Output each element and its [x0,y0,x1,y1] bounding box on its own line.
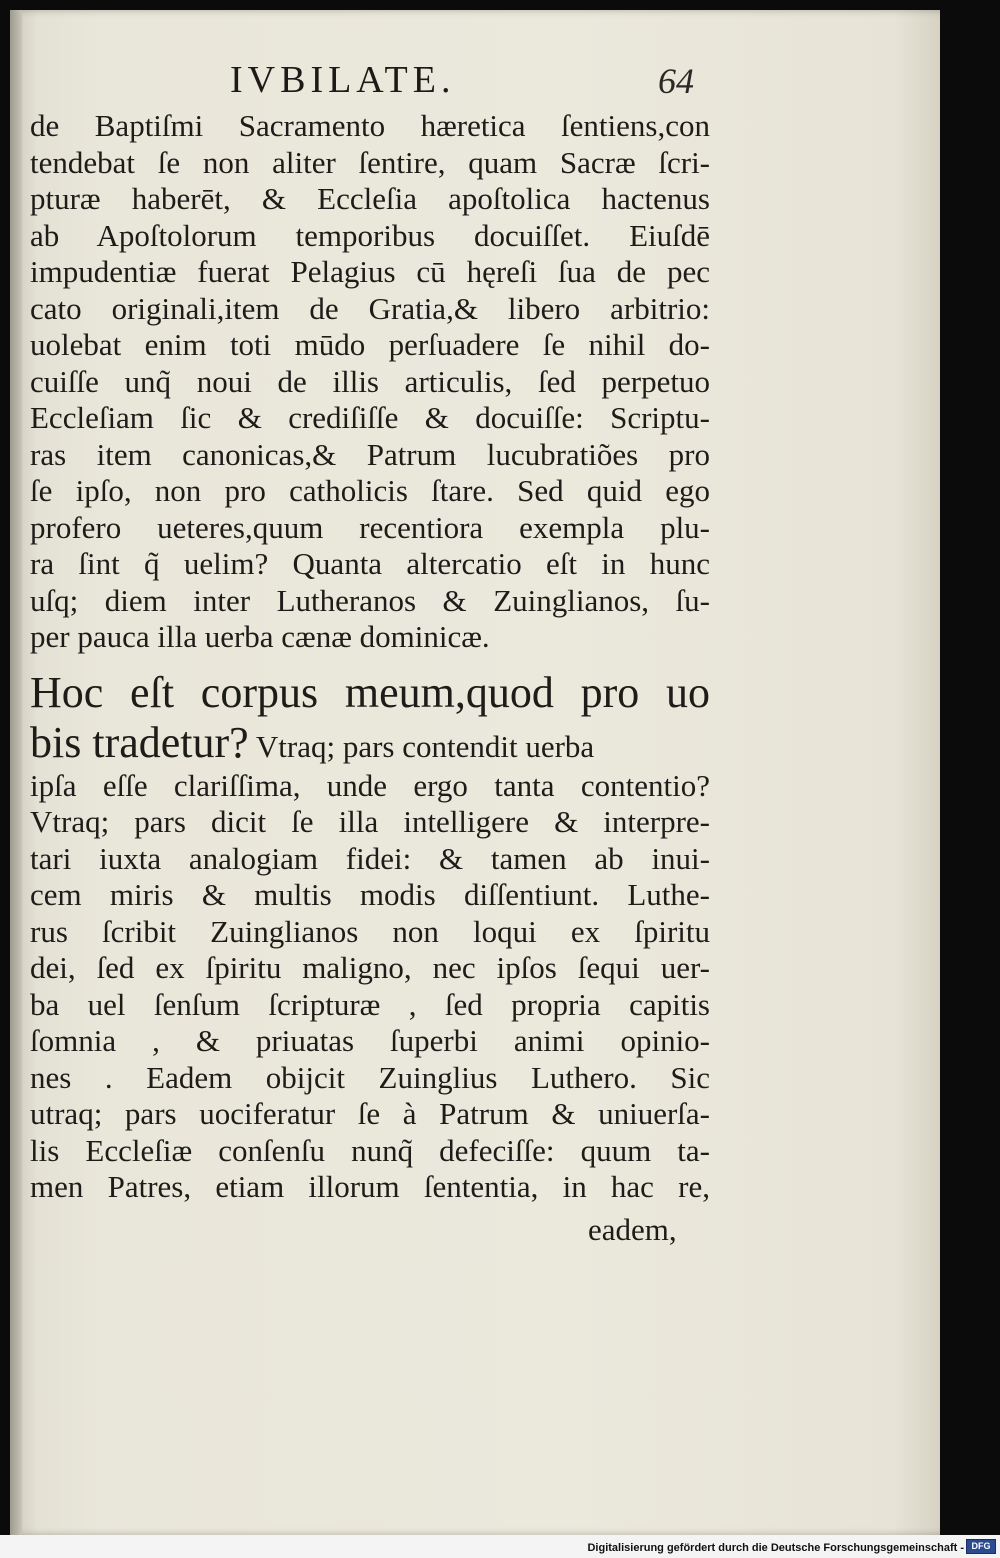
text-line: Vtraq; pars dicit ſe illa intelligere & interpre- [30,804,710,839]
text-line: cato originali,item de Gratia,& libero arbitrio: [30,290,710,326]
text-line: profero ueteres,quum recentiora exempla plu- [30,509,710,545]
page-number: 64 [658,61,694,101]
text-line: ipſa eſſe clariſſima, unde ergo tanta contentio? [30,767,710,803]
quote-line-big: bis tradetur? [30,717,249,767]
text-line: ab Apoſtolorum temporibus docuiſſet. Eiuſdē [30,217,710,253]
text-line: pturæ haberēt, & Eccleſia apoſtolica hactenus [30,181,710,216]
text-line: rus ſcribit Zuinglianos non loqui ex ſpiritu [30,913,710,949]
text-line: ba uel ſenſum ſcripturæ , ſed propria capitis [30,986,710,1022]
text-line: impudentiæ fuerat Pelagius cū hęreſi ſua de pec [30,254,710,289]
dfg-logo: DFG [966,1539,996,1554]
body-text [30,108,710,1206]
text-line: nes . Eadem obijcit Zuinglius Luthero. Sic [30,1059,710,1095]
text-line: dei, ſed ex ſpiritu maligno, nec ipſos ſequi uer- [30,950,710,985]
page-gutter-edge [10,10,22,1535]
quote-line-continued [30,718,710,768]
text-line: de Baptiſmi Sacramento hæretica ſentiens,con [30,108,710,143]
text-line: uolebat enim toti mūdo perſuadere ſe nihil do- [30,327,710,362]
catchword: eadem, [588,1212,677,1247]
text-line: ſomnia , & priuatas ſuperbi animi opinio- [30,1023,710,1058]
text-line: tendebat ſe non aliter ſentire, quam Sacræ ſcri- [30,144,710,180]
text-line: cem miris & multis modis diſſentiunt. Luthe- [30,877,710,912]
text-line: per pauca illa uerba cænæ dominicæ. [30,619,490,654]
text-line: Eccleſiam ſic & crediſiſſe & docuiſſe: Scriptu- [30,400,710,435]
text-line: ra ſint q̃ uelim? Quanta altercatio eſt in hunc [30,546,710,581]
quote-line: Hoc eſt corpus meum,quod pro uo [30,667,710,717]
text-line: men Patres, etiam illorum ſententia, in hac re, [30,1169,710,1204]
text-line: utraq; pars uociferatur ſe à Patrum & uniuerſa- [30,1096,710,1131]
text-line: lis Eccleſiæ conſenſu nunq̃ defeciſſe: quum ta- [30,1132,710,1168]
footer-bar [0,1535,1000,1558]
footer-credit: Digitalisierung gefördert durch die Deutsche Forschungsgemeinschaft - [587,1542,964,1554]
quote-line-rest: Vtraq; pars contendit uerba [248,728,595,764]
text-line: uſq; diem inter Lutheranos & Zuinglianos, ſu- [30,582,710,618]
text-line: tari iuxta analogiam fidei: & tamen ab inui- [30,840,710,876]
text-line: cuiſſe unq̃ noui de illis articulis, ſed perpetuo [30,363,710,399]
text-line: ras item canonicas,& Patrum lucubratiões pro [30,436,710,472]
running-title: IVBILATE. [230,59,456,101]
book-page [10,10,940,1535]
text-line: ſe ipſo, non pro catholicis ſtare. Sed quid ego [30,473,710,508]
